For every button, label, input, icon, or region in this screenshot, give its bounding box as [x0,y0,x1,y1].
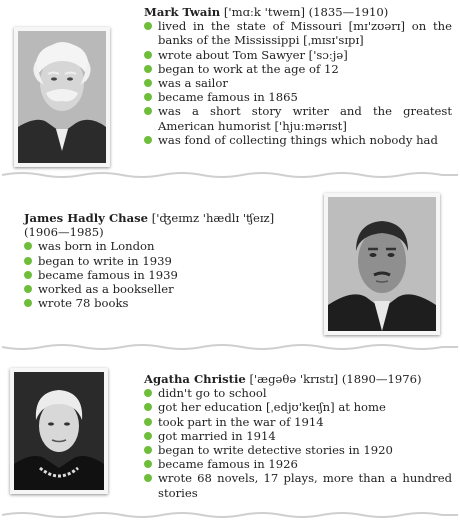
author-name: James Hadly Chase [24,211,149,225]
agatha-christie-photo [10,368,108,494]
mark-twain-bio [144,5,452,147]
james-hadly-chase-photo [324,193,440,335]
fact-item: wrote 78 books [24,296,314,310]
fact-item: was a short story writer and the greatest American humorist ['hjuːmərɪst] [144,104,452,132]
fact-item: didn't go to school [144,386,452,400]
mark-twain-photo [14,27,110,167]
author-years: (1835—1910) [308,5,389,19]
fact-item: became famous in 1939 [24,268,314,282]
bio-heading [24,211,314,239]
fact-item: was fond of collecting things which nobody had [144,133,452,147]
torn-edge-divider [2,342,458,352]
bio-heading [144,372,452,386]
author-transcription: ['ægəθə 'krɪstɪ] [249,372,339,386]
fact-item: became famous in 1926 [144,457,452,471]
author-years: (1890—1976) [341,372,422,386]
fact-item: was born in London [24,239,314,253]
author-transcription: ['ʤeɪmz 'hædlɪ 'ʧeɪz] [151,211,275,225]
author-years: (1906—1985) [24,225,104,240]
author-transcription: ['mɑːk 'tweɪn] [223,5,305,19]
fact-item: got married in 1914 [144,429,452,443]
bio-heading [144,5,452,19]
fact-item: began to write detective stories in 1920 [144,443,452,457]
torn-edge-divider [2,510,458,520]
fact-item: wrote about Tom Sawyer ['sɔːjə] [144,48,452,62]
fact-list [144,386,452,500]
fact-item: got her education [ˌedjʊ'keɪʃn] at home [144,400,452,414]
fact-item: worked as a bookseller [24,282,314,296]
agatha-christie-bio [144,372,452,500]
james-hadly-chase-bio [24,211,314,310]
author-name: Agatha Christie [144,372,246,386]
fact-list [144,19,452,147]
fact-list [24,239,314,310]
fact-item: became famous in 1865 [144,90,452,104]
fact-item: lived in the state of Missouri [mɪ'zʊərɪ] on the banks of the Mississippi [ˌmɪsɪ'sɪpɪ] [144,19,452,47]
author-name: Mark Twain [144,5,221,19]
fact-item: wrote 68 novels, 17 plays, more than a hundred stories [144,471,452,499]
torn-edge-divider [2,170,458,180]
fact-item: began to write in 1939 [24,254,314,268]
fact-item: took part in the war of 1914 [144,415,452,429]
fact-item: began to work at the age of 12 [144,62,452,76]
fact-item: was a sailor [144,76,452,90]
